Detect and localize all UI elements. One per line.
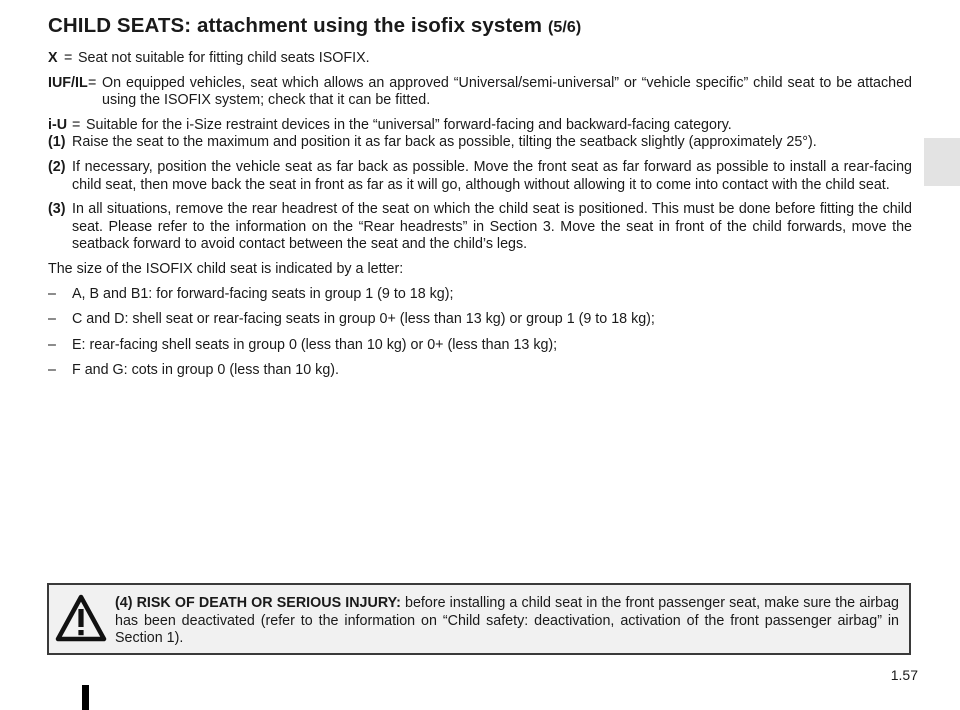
warning-box — [47, 583, 911, 655]
legend-iu-sep: = — [72, 116, 81, 133]
dash-bullet: – — [48, 336, 56, 353]
note-1-number: (1) — [48, 134, 66, 151]
note-1-text: Raise the seat to the maximum and position it as far back as possible, tilting the seatback slightly (approximately 25°). — [72, 134, 817, 151]
note-3-number: (3) — [48, 201, 66, 218]
dash-bullet: – — [48, 362, 56, 379]
page-counter: (5/6) — [547, 19, 582, 36]
note-3-text: In all situations, remove the rear headrest of the seat on which the child seat is positioned. This must be done before fitting the child seat. Please refer to the information on the “Rear headrests” in Section 3. Move the seat in front of the child forwards, move the seatback forward to avoid contact between the seat and the child’s legs. — [72, 201, 912, 253]
note-2-text: If necessary, position the vehicle seat as far back as possible. Move the front seat as far forward as possible to install a rear-facing child seat, then move back the seat in front as far as it will go, although without allowing it to come into contact with the child seat. — [72, 158, 912, 193]
main-content — [48, 50, 912, 388]
page-title — [48, 14, 581, 38]
size-item-text: E: rear-facing shell seats in group 0 (less than 10 kg) or 0+ (less than 13 kg); — [72, 336, 558, 353]
size-item — [48, 286, 912, 304]
page-title-text: CHILD SEATS: attachment using the isofix system — [48, 14, 543, 37]
legend-iu-label: i-U — [48, 116, 68, 133]
size-item-text: F and G: cots in group 0 (less than 10 kg). — [72, 362, 340, 379]
legend-iu — [48, 117, 912, 135]
size-intro: The size of the ISOFIX child seat is indicated by a letter: — [48, 260, 404, 277]
dash-bullet: – — [48, 285, 56, 302]
legend-iuf-sep: = — [88, 74, 97, 91]
note-3 — [48, 201, 912, 254]
note-1 — [48, 134, 912, 152]
legend-x-sep: = — [64, 50, 73, 66]
size-item-text: C and D: shell seat or rear-facing seats in group 0+ (less than 13 kg) or group 1 (9 to 18 kg); — [72, 311, 655, 328]
legend-x-text: Seat not suitable for fitting child seats ISOFIX. — [78, 50, 370, 66]
note-2-number: (2) — [48, 158, 66, 175]
warning-heading: (4) RISK OF DEATH OR SERIOUS INJURY: — [115, 595, 401, 611]
page-number: 1.57 — [890, 667, 918, 683]
legend-x — [48, 50, 912, 68]
warning-triangle-icon — [55, 593, 107, 645]
legend-x-label: X — [48, 50, 58, 66]
corner-marker — [82, 685, 89, 710]
section-tab — [924, 138, 960, 186]
size-item-text: A, B and B1: for forward-facing seats in group 1 (9 to 18 kg); — [72, 285, 454, 302]
dash-bullet: – — [48, 311, 56, 328]
note-2 — [48, 159, 912, 194]
size-item — [48, 362, 912, 380]
legend-iuf — [48, 75, 912, 110]
warning-text — [115, 595, 899, 648]
legend-iuf-label: IUF/IL — [48, 74, 88, 91]
legend-iuf-text: On equipped vehicles, seat which allows an approved “Universal/semi-universal” or “vehicle specific” child seat to be attached using the ISOFIX system; check that it can be fitted. — [102, 74, 912, 109]
warning-body: before installing a child seat in the front passenger seat, make sure the airbag has been deactivated (refer to the information on “Child safety: deactivation, activation of the front passenger airbag” in Section 1). — [115, 595, 899, 647]
legend-iu-text: Suitable for the i-Size restraint devices in the “universal” forward-facing and backward-facing category. — [86, 116, 732, 133]
size-item — [48, 337, 912, 355]
size-item — [48, 311, 912, 329]
